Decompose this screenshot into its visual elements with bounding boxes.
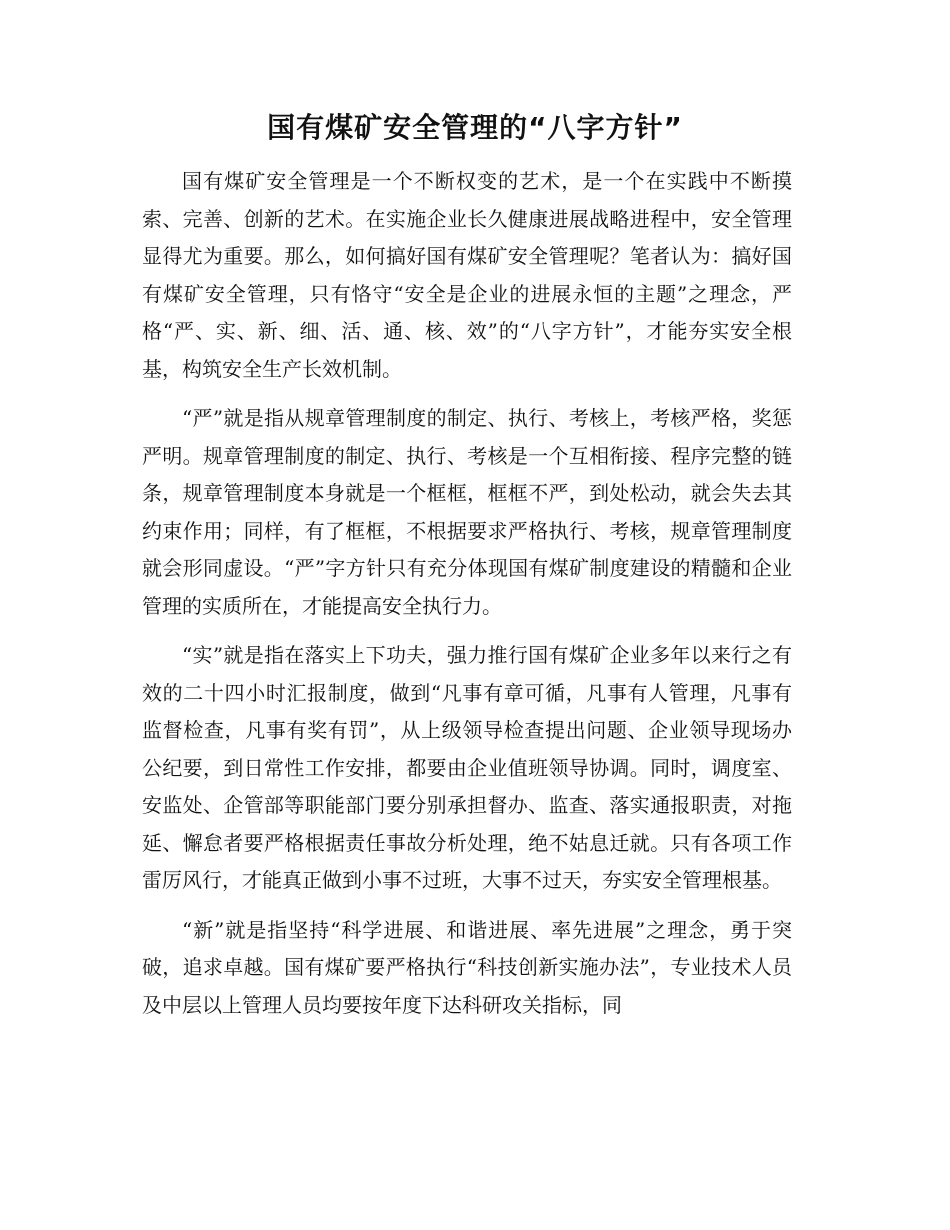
document-title: 国有煤矿安全管理的“八字方针” [267,111,683,144]
paragraph-yan: “严”就是指从规章管理制度的制定、执行、考核上，考核严格，奖惩严明。规章管理制度的制定、执行、考核是一个互相衔接、程序完整的链条，规章管理制度本身就是一个框框，框框不严，到处松动，就会失去其约束作用；同样，有了框框，不根据要求严格执行、考核，规章管理制度就会形同虚设。“严”字方针只有充分体现国有煤矿制度建设的精髓和企业管理的实质所在，才能提高安全执行力。 [142,406,792,618]
document-body [142,163,792,1024]
paragraph-intro: 国有煤矿安全管理是一个不断权变的艺术，是一个在实践中不断摸索、完善、创新的艺术。在实施企业长久健康进展战略进程中，安全管理显得尤为重要。那么，如何搞好国有煤矿安全管理呢？笔者认为：搞好国有煤矿安全管理，只有恪守“安全是企业的进展永恒的主题”之理念，严格“严、实、新、细、活、通、核、效”的“八字方针”，才能夯实安全根基，构筑安全生产长效机制。 [142,169,792,381]
paragraph-xin: “新”就是指坚持“科学进展、和谐进展、率先进展”之理念，勇于突破，追求卓越。国有煤矿要严格执行“科技创新实施办法”，专业技术人员及中层以上管理人员均要按年度下达科研攻关指标，同 [142,917,792,1017]
paragraph-shi: “实”就是指在落实上下功夫，强力推行国有煤矿企业多年以来行之有效的二十四小时汇报制度，做到“凡事有章可循，凡事有人管理，凡事有监督检查，凡事有奖有罚”，从上级领导检查提出问题、企业领导现场办公纪要，到日常性工作安排，都要由企业值班领导协调。同时，调度室、安监处、企管部等职能部门要分别承担督办、监查、落实通报职责，对拖延、懈怠者要严格根据责任事故分析处理，绝不姑息迁就。只有各项工作雷厉风行，才能真正做到小事不过班，大事不过天，夯实安全管理根基。 [142,643,792,892]
